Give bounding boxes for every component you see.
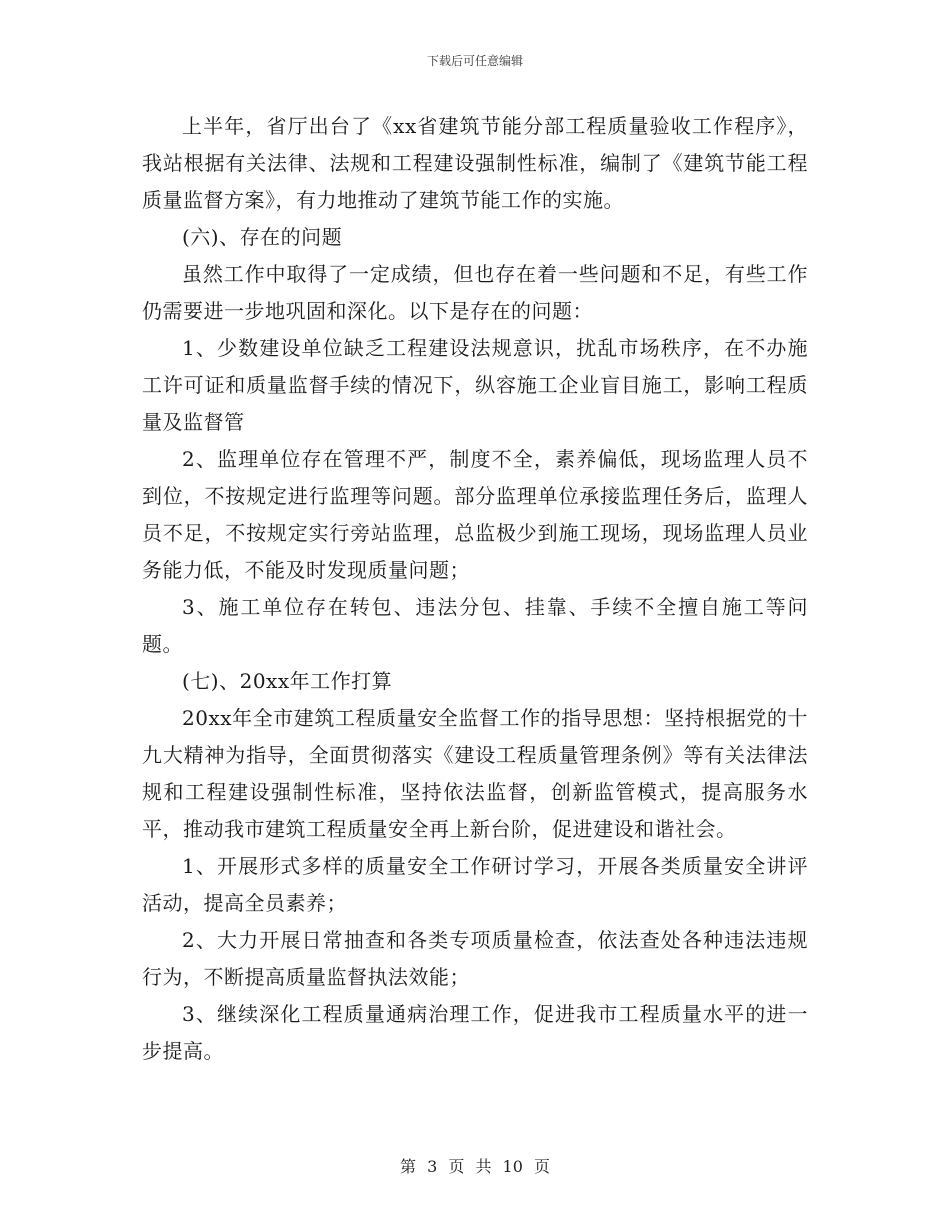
page-header: 下载后可任意编辑 <box>426 54 523 68</box>
paragraph-plan-1: 1、开展形式多样的质量安全工作研讨学习，开展各类质量安全讲评活动，提高全员素养； <box>142 854 808 915</box>
section-heading-problems: (六)、存在的问题 <box>182 225 343 249</box>
page-number: 第 3 页 共 10 页 <box>400 1157 550 1176</box>
paragraph-guiding-thought: 20xx年全市建筑工程质量安全监督工作的指导思想：坚持根据党的十九大精神为指导，全面贯彻落实《建设工程质量管理条例》等有关法律法规和工程建设强制性标准，坚持依法监督，创新监管模式，提高服务水平，推动我市建筑工程质量安全再上新台阶，促进建设和谐社会。 <box>142 706 808 841</box>
section-heading-work-plan: (七)、20xx年工作打算 <box>182 669 393 693</box>
paragraph-problem-1: 1、少数建设单位缺乏工程建设法规意识，扰乱市场秩序，在不办施工许可证和质量监督手续的情况下，纵容施工企业盲目施工，影响工程质量及监督管 <box>142 336 808 434</box>
paragraph-problems-intro: 虽然工作中取得了一定成绩，但也存在着一些问题和不足，有些工作仍需要进一步地巩固和深化。以下是存在的问题： <box>142 262 808 323</box>
paragraph-energy-saving: 上半年，省厅出台了《xx省建筑节能分部工程质量验收工作程序》，我站根据有关法律、法规和工程建设强制性标准，编制了《建筑节能工程质量监督方案》，有力地推动了建筑节能工作的实施。 <box>142 114 808 212</box>
document-body <box>142 108 808 1070</box>
paragraph-plan-3: 3、继续深化工程质量通病治理工作，促进我市工程质量水平的进一步提高。 <box>142 1002 808 1063</box>
paragraph-plan-2: 2、大力开展日常抽查和各类专项质量检查，依法查处各种违法违规行为，不断提高质量监督执法效能； <box>142 928 808 989</box>
paragraph-problem-2: 2、监理单位存在管理不严，制度不全，素养偏低，现场监理人员不到位，不按规定进行监理等问题。部分监理单位承接监理任务后，监理人员不足，不按规定实行旁站监理，总监极少到施工现场，现场监理人员业务能力低，不能及时发现质量问题； <box>142 447 808 582</box>
paragraph-problem-3: 3、施工单位存在转包、违法分包、挂靠、手续不全擅自施工等问题。 <box>142 595 808 656</box>
